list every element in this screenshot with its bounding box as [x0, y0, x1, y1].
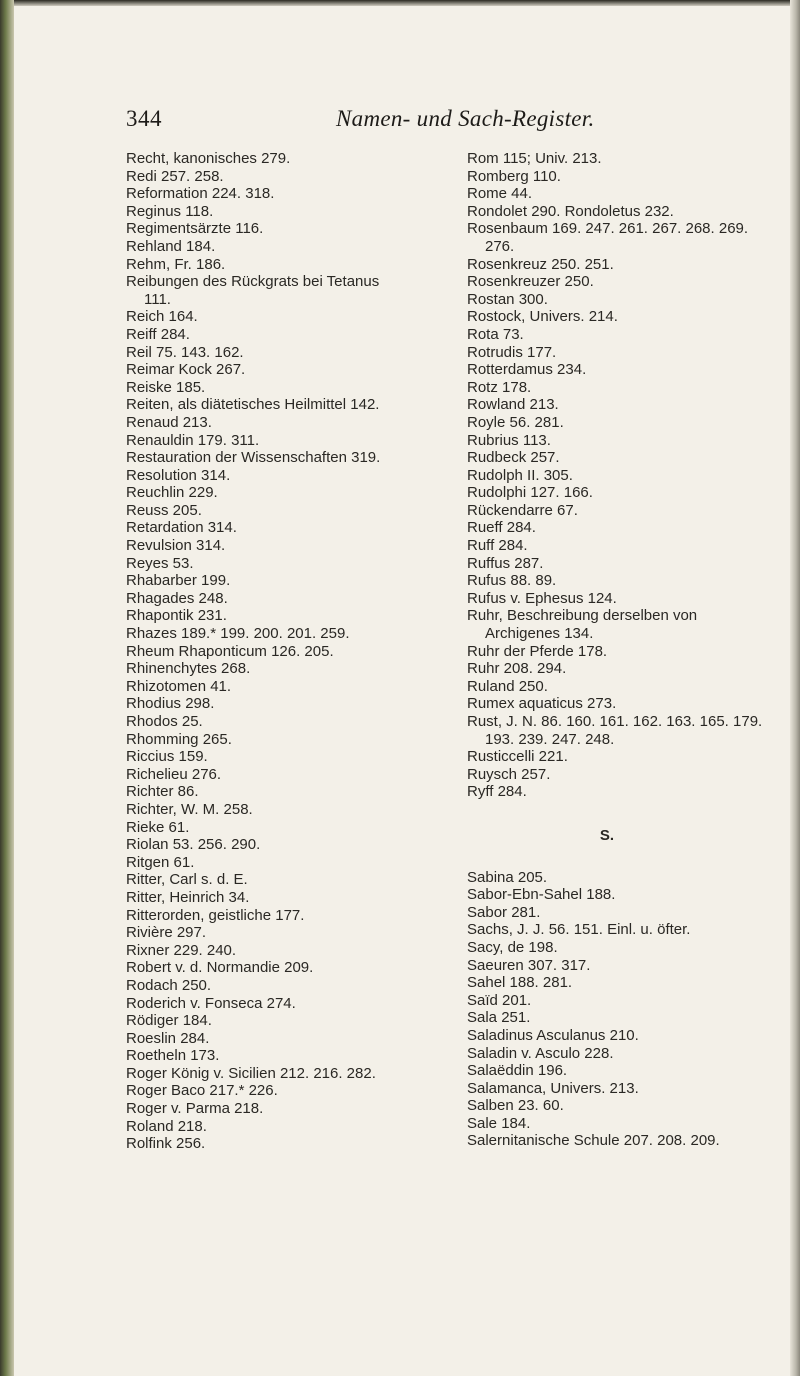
- index-entry: Sabor-Ebn-Sahel 188.: [467, 886, 616, 904]
- index-entry: Sabor 281.: [467, 903, 541, 921]
- index-entries-r: [467, 150, 767, 801]
- index-entry: Richter 86.: [126, 783, 199, 801]
- index-entry: Sahel 188. 281.: [467, 974, 573, 992]
- index-entry: Restauration der Wissenschaften 319.: [126, 449, 381, 467]
- index-entry: Reil 75. 143. 162.: [126, 343, 244, 361]
- index-entry: Rheum Rhaponticum 126. 205.: [126, 642, 334, 660]
- index-entry: Roland 218.: [126, 1117, 207, 1135]
- index-entry: Revulsion 314.: [126, 537, 226, 555]
- page-right-edge: [790, 0, 800, 1376]
- index-entry: Saladin v. Asculo 228.: [467, 1044, 614, 1062]
- index-column-right: [467, 150, 767, 1150]
- index-entry: Richelieu 276.: [126, 765, 222, 783]
- index-entry: Rhizotomen 41.: [126, 677, 232, 695]
- index-entry: Roger König v. Sicilien 212. 216. 282.: [126, 1064, 376, 1082]
- index-entry: Rudolph II. 305.: [467, 466, 573, 484]
- index-entry: Roeslin 284.: [126, 1029, 210, 1047]
- index-entry: Rufus v. Ephesus 124.: [467, 589, 617, 607]
- section-letter: S.: [599, 826, 615, 844]
- index-entry: Riccius 159.: [126, 748, 208, 766]
- index-entry: Rudolphi 127. 166.: [467, 484, 593, 502]
- index-entry: Reiff 284.: [126, 325, 190, 343]
- index-entry: Ruysch 257.: [467, 765, 551, 783]
- index-entry: Resolution 314.: [126, 466, 231, 484]
- index-entry: Rusticcelli 221.: [467, 748, 568, 766]
- index-entry: Rhomming 265.: [126, 730, 232, 748]
- index-entries-s: [467, 869, 767, 1151]
- index-entry: Rom 115; Univ. 213.: [467, 150, 602, 167]
- index-entry: Renauldin 179. 311.: [126, 431, 260, 449]
- index-entry: Salamanca, Univers. 213.: [467, 1079, 639, 1097]
- index-entry: Ritter, Heinrich 34.: [126, 888, 250, 906]
- index-entry: Rufus 88. 89.: [467, 572, 557, 590]
- index-entry: Rhodos 25.: [126, 713, 203, 730]
- index-entry: Ruff 284.: [467, 537, 528, 555]
- index-entry: Salernitanische Schule 207. 208. 209.: [467, 1132, 720, 1150]
- index-entry: Recht, kanonisches 279.: [126, 150, 291, 167]
- index-entry: Ruhr der Pferde 178.: [467, 642, 608, 660]
- index-entry: Rückendarre 67.: [467, 501, 578, 519]
- index-entry: Sabina 205.: [467, 868, 548, 886]
- index-entry: Reimar Kock 267.: [126, 361, 246, 379]
- index-entry: Roger Baco 217.* 226.: [126, 1082, 278, 1100]
- index-entry: Reuchlin 229.: [126, 484, 218, 502]
- index-entry: Ruhr, Beschreibung derselben von Archigenes 134.: [467, 607, 698, 643]
- index-entry: Reiten, als diätetisches Heilmittel 142.: [126, 396, 380, 414]
- page-number: 344: [126, 106, 162, 131]
- index-entry: Rhagades 248.: [126, 589, 228, 607]
- index-entry: Rödiger 184.: [126, 1012, 212, 1030]
- index-entry: Reiske 185.: [126, 378, 206, 396]
- index-entry: Ryff 284.: [467, 783, 527, 801]
- index-entry: Roetheln 173.: [126, 1047, 220, 1065]
- index-entry: Rosenbaum 169. 247. 261. 267. 268. 269. 276.: [467, 220, 749, 255]
- index-entry: Rowland 213.: [467, 396, 559, 414]
- index-entry: Roderich v. Fonseca 274.: [126, 994, 296, 1012]
- index-entry: Saeuren 307. 317.: [467, 956, 591, 974]
- index-entry: Rome 44.: [467, 185, 533, 203]
- index-entry: Rota 73.: [467, 325, 524, 343]
- index-entry: Rondolet 290. Rondoletus 232.: [467, 202, 674, 220]
- index-entry: Ritgen 61.: [126, 853, 195, 871]
- index-entry: Sala 251.: [467, 1009, 531, 1027]
- index-entry: Rostock, Univers. 214.: [467, 308, 618, 326]
- index-entry: Regimentsärzte 116.: [126, 220, 264, 238]
- index-entry: Rieke 61.: [126, 818, 190, 836]
- index-entry: Reginus 118.: [126, 202, 214, 220]
- index-entry: Royle 56. 281.: [467, 413, 564, 431]
- index-entry: Ritter, Carl s. d. E.: [126, 871, 248, 889]
- index-entry: Rhabarber 199.: [126, 572, 231, 590]
- index-entry: Reuss 205.: [126, 501, 202, 519]
- index-entry: Rolfink 256.: [126, 1135, 206, 1153]
- index-entry: Saladinus Asculanus 210.: [467, 1026, 639, 1044]
- index-entry: Roger v. Parma 218.: [126, 1100, 264, 1118]
- book-binding-edge: [0, 0, 14, 1376]
- index-entry: Rixner 229. 240.: [126, 941, 237, 959]
- index-entry: Richter, W. M. 258.: [126, 800, 253, 818]
- index-entry: Rumex aquaticus 273.: [467, 695, 617, 713]
- index-entry: Sachs, J. J. 56. 151. Einl. u. öfter.: [467, 921, 691, 939]
- index-entry: Saïd 201.: [467, 991, 532, 1009]
- index-entry: Ruhr 208. 294.: [467, 660, 567, 678]
- index-entry: Rhodius 298.: [126, 695, 215, 713]
- index-entry: Romberg 110.: [467, 167, 561, 185]
- index-entry: Rotrudis 177.: [467, 343, 557, 361]
- running-title: Namen- und Sach-Register.: [336, 106, 595, 131]
- index-entry: Riolan 53. 256. 290.: [126, 836, 261, 854]
- index-entry: Ruland 250.: [467, 677, 548, 695]
- index-entry: Rubrius 113.: [467, 431, 551, 449]
- index-entry: Rosenkreuzer 250.: [467, 273, 594, 291]
- index-entry: Rodach 250.: [126, 976, 212, 994]
- index-entry: Redi 257. 258.: [126, 167, 224, 185]
- index-entry: Rust, J. N. 86. 160. 161. 162. 163. 165. 179. 193. 239. 247. 248.: [467, 713, 763, 748]
- index-entry: Rhazes 189.* 199. 200. 201. 259.: [126, 625, 350, 643]
- index-entry: Reyes 53.: [126, 554, 194, 572]
- index-entry: Reich 164.: [126, 308, 198, 326]
- index-column-left: [126, 150, 406, 1153]
- index-entry: Sacy, de 198.: [467, 938, 558, 956]
- index-entry: Renaud 213.: [126, 413, 212, 431]
- index-entry: Rotz 178.: [467, 378, 532, 396]
- index-entry: Salaëddin 196.: [467, 1062, 568, 1080]
- index-entry: Sale 184.: [467, 1114, 531, 1132]
- index-entry: Rueff 284.: [467, 519, 536, 537]
- index-entry: Rosenkreuz 250. 251.: [467, 255, 614, 273]
- index-entry: Rudbeck 257.: [467, 449, 560, 467]
- page-top-edge: [0, 0, 800, 6]
- index-entry: Retardation 314.: [126, 519, 237, 537]
- index-entry: Rhinenchytes 268.: [126, 660, 251, 678]
- index-entry: Salben 23. 60.: [467, 1097, 564, 1115]
- index-entry: Rotterdamus 234.: [467, 361, 587, 379]
- page-header: [126, 106, 646, 134]
- index-entry: Rehland 184.: [126, 237, 216, 255]
- index-entry: Reformation 224. 318.: [126, 185, 275, 203]
- index-entry: Rostan 300.: [467, 290, 548, 308]
- index-entry: Robert v. d. Normandie 209.: [126, 959, 314, 977]
- index-entry: Reibungen des Rückgrats bei Tetanus 111.: [126, 273, 380, 308]
- index-entry: Rhapontik 231.: [126, 607, 227, 625]
- index-entry: Ruffus 287.: [467, 554, 544, 572]
- index-entry: Ritterorden, geistliche 177.: [126, 906, 305, 924]
- index-entry: Rehm, Fr. 186.: [126, 255, 226, 273]
- index-entry: Rivière 297.: [126, 924, 207, 942]
